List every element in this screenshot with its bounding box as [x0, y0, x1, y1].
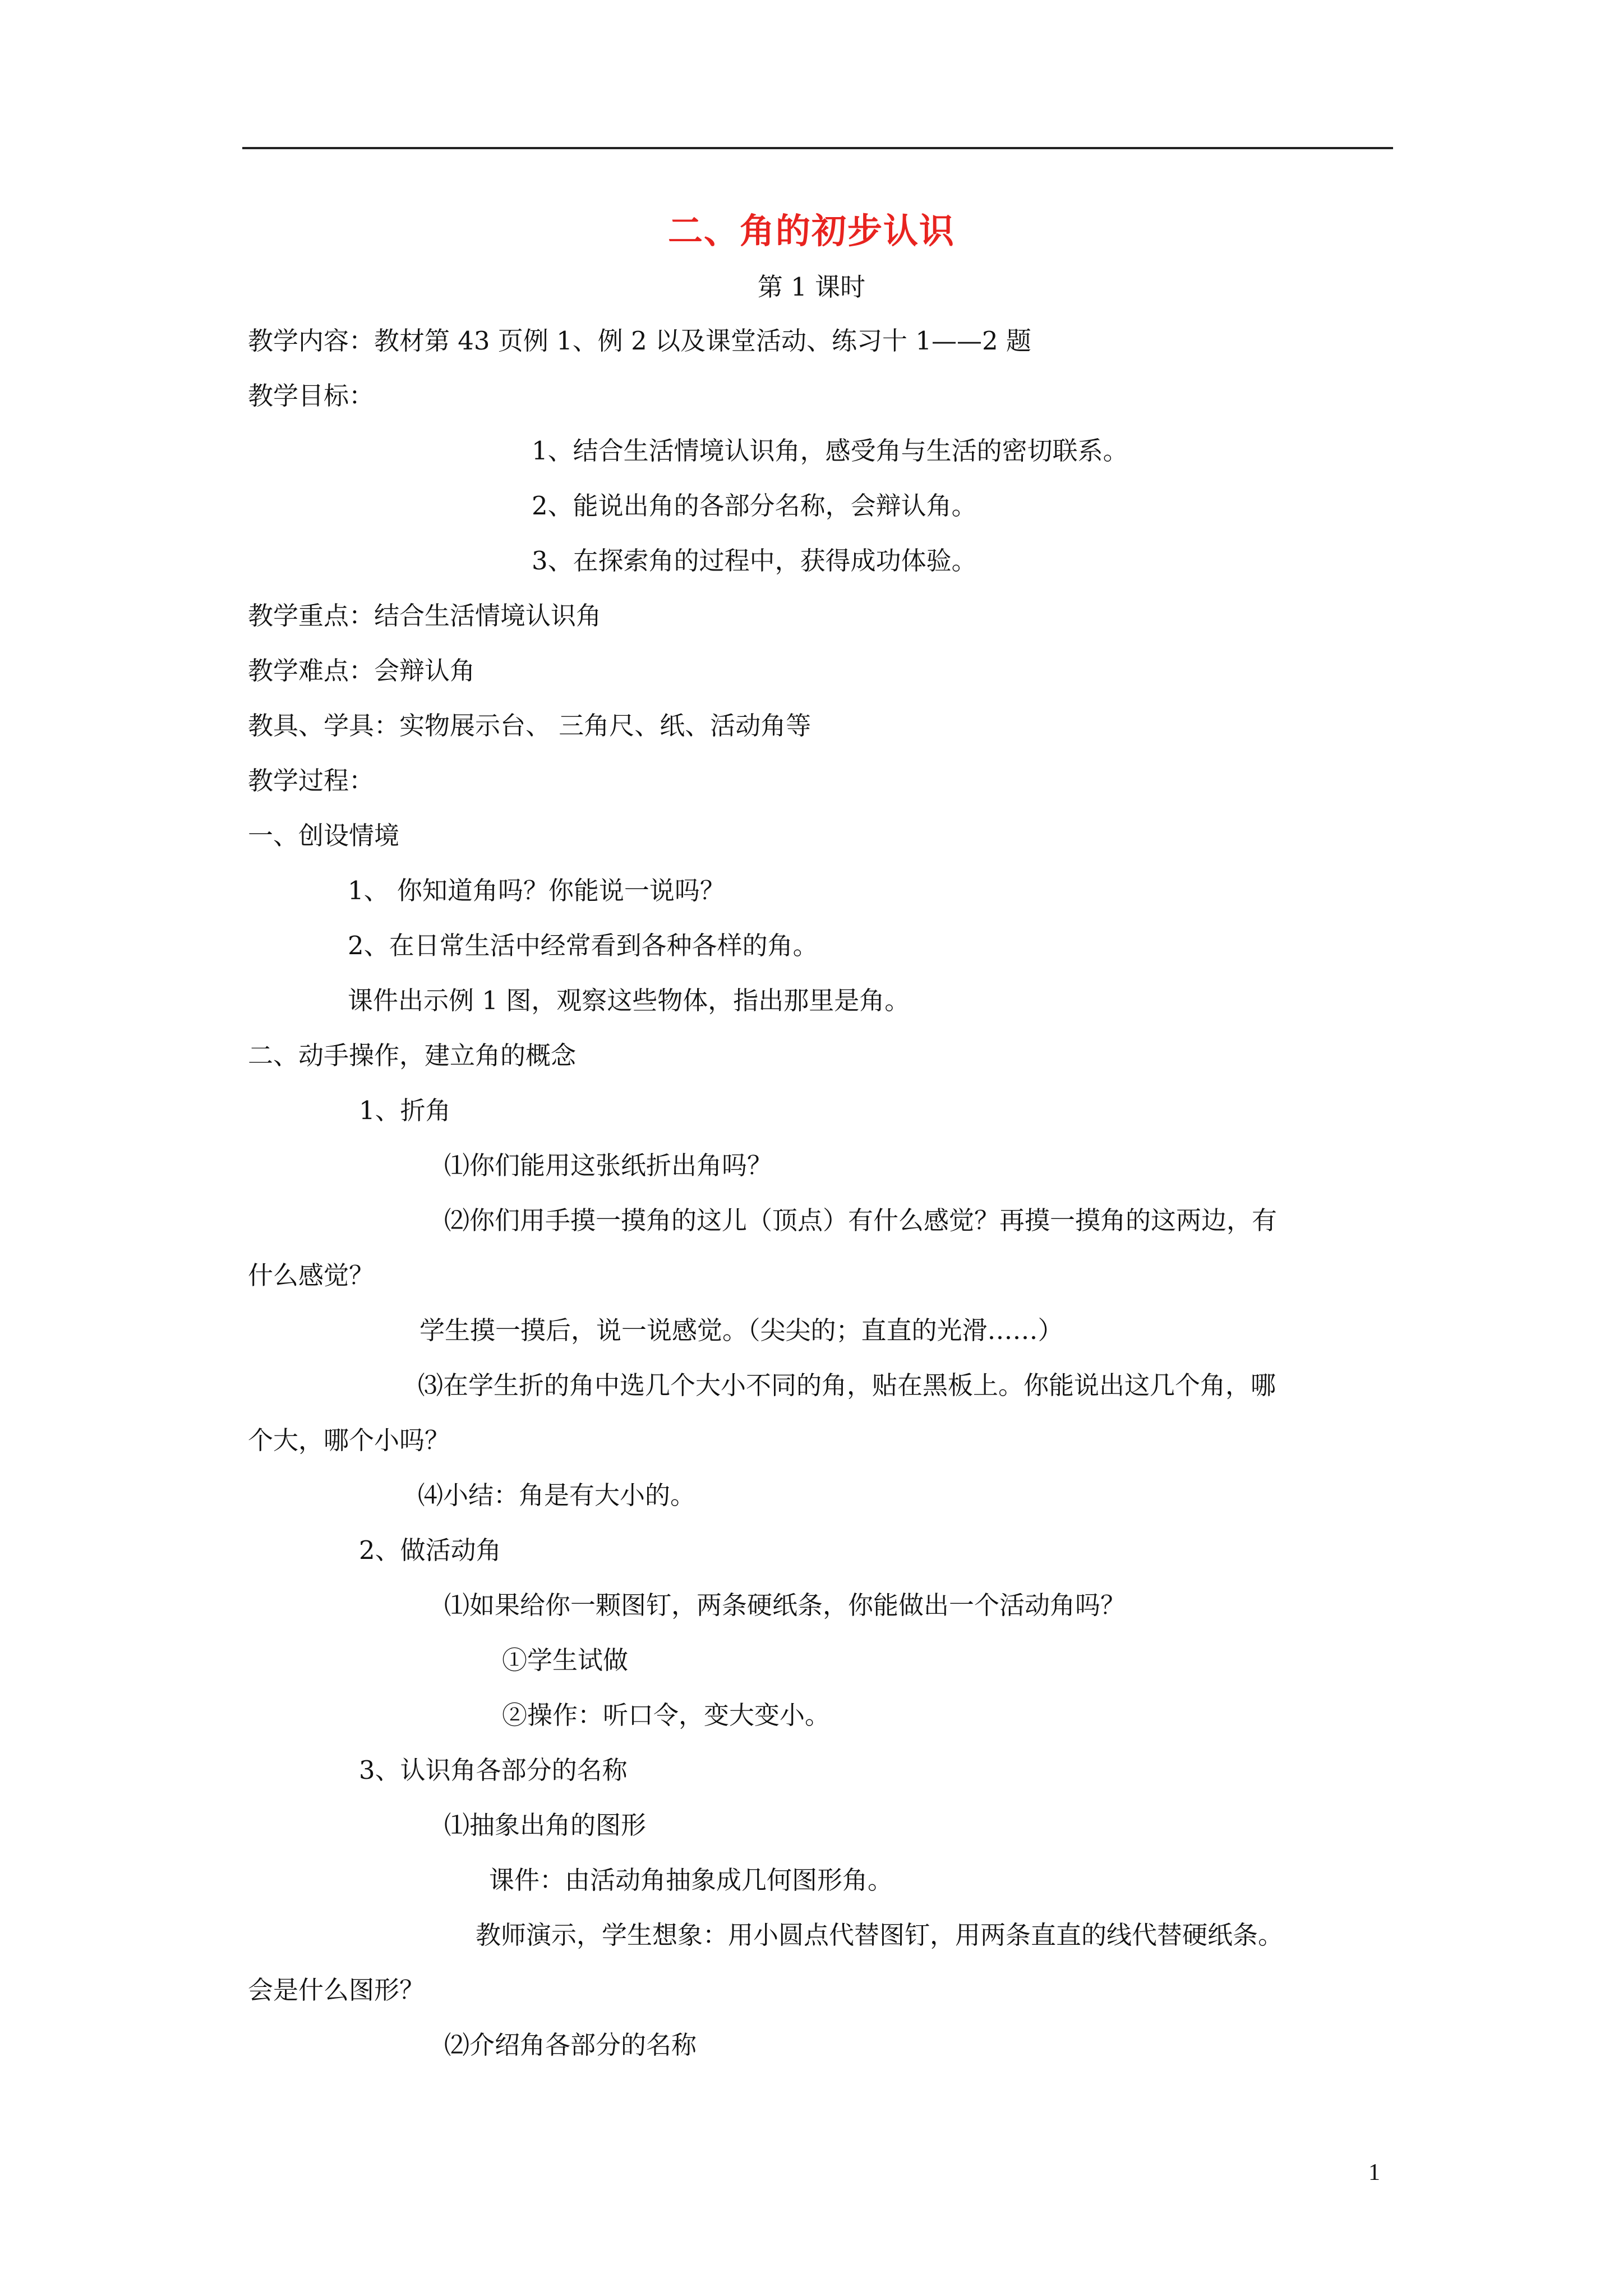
step-3-courseware: 课件：由活动角抽象成几何图形角。	[489, 1865, 893, 1895]
step-2-subitem-1: ①学生试做	[502, 1645, 629, 1675]
key-point-line: 教学重点：结合生活情境认识角	[248, 601, 602, 631]
section-1-heading: 一、创设情境	[248, 821, 400, 850]
step-1-item-3-cont: 个大，哪个小吗？	[248, 1425, 450, 1455]
goal-item-3: 3、在探索角的过程中，获得成功体验。	[532, 546, 977, 576]
step-3-item-1: ⑴抽象出角的图形	[444, 1810, 647, 1840]
section-1-item-1: 1、 你知道角吗？你能说一说吗？	[348, 876, 725, 905]
materials-line: 教具、学具：实物展示台、 三角尺、纸、活动角等	[248, 711, 811, 740]
step-3-demo-cont: 会是什么图形？	[248, 1975, 425, 2005]
document-title: 二、角的初步认识	[667, 210, 955, 251]
document-subtitle: 第 1 课时	[757, 272, 866, 302]
step-1-item-4: ⑷小结：角是有大小的。	[418, 1480, 696, 1510]
page-number: 1	[1368, 2160, 1380, 2185]
step-2-subitem-2: ②操作：听口令，变大变小。	[502, 1700, 831, 1730]
step-3-demo: 教师演示，学生想象：用小圆点代替图钉，用两条直直的线代替硬纸条。	[476, 1920, 1284, 1950]
header-rule	[242, 147, 1393, 149]
step-1-item-2: ⑵你们用手摸一摸角的这儿（顶点）有什么感觉？再摸一摸角的这两边，有	[444, 1205, 1278, 1235]
step-1-item-1: ⑴你们能用这张纸折出角吗？	[444, 1151, 773, 1180]
step-3-heading: 3、认识角各部分的名称	[359, 1755, 628, 1785]
section-1-item-2: 2、在日常生活中经常看到各种各样的角。	[348, 931, 818, 960]
step-1-item-2-cont: 什么感觉？	[248, 1260, 375, 1290]
step-2-item-1: ⑴如果给你一颗图钉，两条硬纸条，你能做出一个活动角吗？	[444, 1590, 1126, 1620]
goal-item-2: 2、能说出角的各部分名称，会辩认角。	[532, 491, 977, 521]
step-1-item-3: ⑶在学生折的角中选几个大小不同的角，贴在黑板上。你能说出这几个角，哪	[418, 1370, 1276, 1400]
teaching-goals-heading: 教学目标：	[248, 381, 375, 411]
step-1-heading: 1、折角	[359, 1096, 451, 1125]
step-3-item-2: ⑵介绍角各部分的名称	[444, 2030, 697, 2060]
section-1-item-3: 课件出示例 1 图，观察这些物体，指出那里是角。	[348, 986, 910, 1015]
step-1-note: 学生摸一摸后，说一说感觉。（尖尖的；直直的光滑……）	[419, 1315, 1063, 1345]
process-heading: 教学过程：	[248, 766, 375, 795]
difficulty-line: 教学难点：会辩认角	[248, 656, 476, 685]
teaching-content-line: 教学内容：教材第 43 页例 1、例 2 以及课堂活动、练习十 1——2 题	[248, 326, 1031, 356]
section-2-heading: 二、动手操作，建立角的概念	[248, 1041, 577, 1070]
goal-item-1: 1、结合生活情境认识角，感受角与生活的密切联系。	[532, 436, 1128, 466]
step-2-heading: 2、做活动角	[359, 1535, 501, 1565]
